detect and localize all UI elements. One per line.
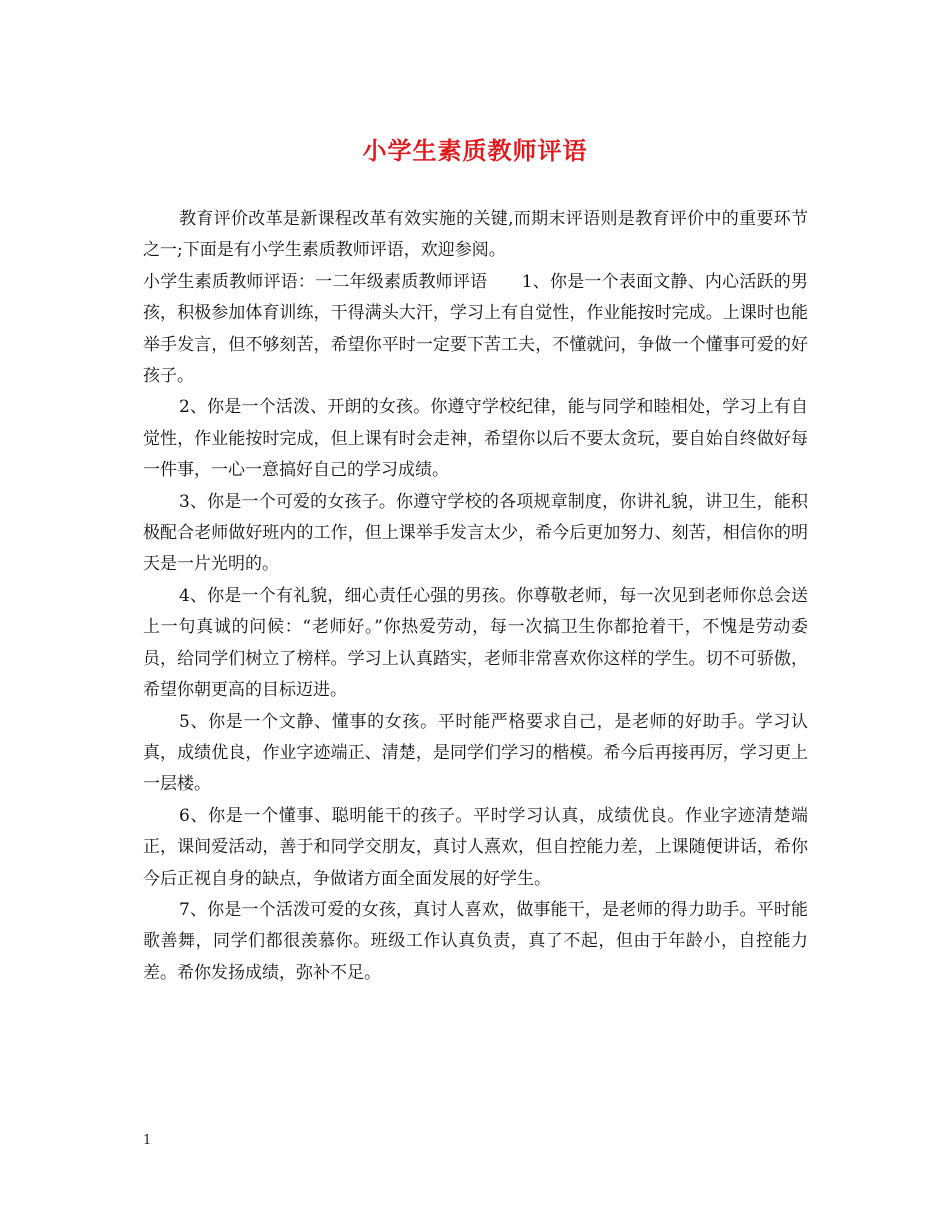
comment-paragraph-3: 3、你是一个可爱的女孩子。你遵守学校的各项规章制度，你讲礼貌，讲卫生，能积极配合老师做好班内的工作，但上课举手发言太少，希今后更加努力、刻苦，相信你的明天是一片光明的。 (143, 491, 808, 575)
comment-paragraph-5: 5、你是一个文静、懂事的女孩。平时能严格要求自己，是老师的好助手。学习认真，成绩优良，作业字迹端正、清楚，是同学们学习的楷模。希今后再接再厉，学习更上一层楼。 (143, 711, 808, 795)
document-title: 小学生素质教师评语 (362, 136, 588, 165)
comment-paragraph-2: 2、你是一个活泼、开朗的女孩。你遵守学校纪律，能与同学和睦相处，学习上有自觉性，作业能按时完成，但上课有时会走神，希望你以后不要太贪玩，要自始自终做好每一件事，一心一意搞好自己的学习成绩。 (143, 397, 808, 481)
document-body (143, 204, 808, 989)
comment-paragraph-7: 7、你是一个活泼可爱的女孩，真讨人喜欢，做事能干，是老师的得力助手。平时能歌善舞，同学们都很羡慕你。班级工作认真负责，真了不起，但由于年龄小，自控能力差。希你发扬成绩，弥补不足。 (143, 899, 808, 983)
comment-paragraph-6: 6、你是一个懂事、聪明能干的孩子。平时学习认真，成绩优良。作业字迹清楚端正，课间爱活动，善于和同学交朋友，真讨人熹欢，但自控能力差，上课随便讲话，希你今后正视自身的缺点，争做诸方面全面发展的好学生。 (143, 805, 808, 889)
section-heading-paragraph: 小学生素质教师评语：一二年级素质教师评语 1、你是一个表面文静、内心活跃的男孩，积极参加体育训练，干得满头大汗，学习上有自觉性，作业能按时完成。上课时也能举手发言，但不够刻苦，希望你平时一定要下苦工夫，不懂就问，争做一个懂事可爱的好孩子。 (143, 271, 808, 387)
comment-paragraph-4: 4、你是一个有礼貌，细心责任心强的男孩。你尊敬老师，每一次见到老师你总会送上一句真诚的问候：“老师好。”你热爱劳动，每一次搞卫生你都抢着干，不愧是劳动委员，给同学们树立了榜样。学习上认真踏实，老师非常喜欢你这样的学生。切不可骄傲，希望你朝更高的目标迈进。 (143, 585, 808, 701)
page-number: 1 (143, 1133, 152, 1148)
intro-paragraph: 教育评价改革是新课程改革有效实施的关键,而期末评语则是教育评价中的重要环节之一;下面是有小学生素质教师评语，欢迎参阅。 (143, 209, 808, 261)
